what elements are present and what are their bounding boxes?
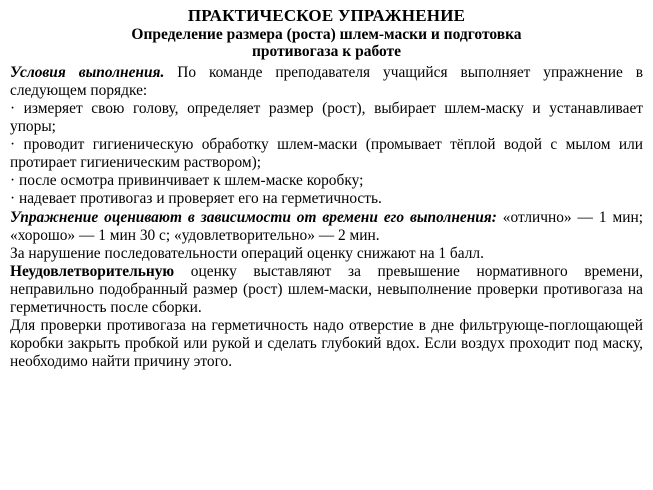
- paragraph-lead: Условия выполнения.: [10, 63, 165, 81]
- paragraph-text: · измеряет свою голову, определяет размер (рост), выбирает шлем-маску и устанавливает упоры;: [10, 99, 643, 136]
- paragraph-leak-check: [10, 317, 643, 371]
- paragraph-text: «отлично» — 1 мин; «хорошо» — 1 мин 30 с; «удовлетворительно» — 2 мин.: [10, 208, 643, 244]
- paragraph-lead: Неудовлетворительную: [10, 262, 175, 280]
- paragraph-lead: Упражнение оценивают в зависимости от времени его выполнения:: [10, 208, 497, 226]
- paragraph-text: · проводит гигиеническую обработку шлем-маски (промывает тёплой водой с мылом или протирает гигиеническим раствором);: [10, 136, 643, 172]
- paragraph-text: · надевает противогаз и проверяет его на герметичность.: [10, 190, 382, 208]
- paragraph-step-3: [10, 172, 643, 190]
- paragraph-step-4: [10, 190, 643, 208]
- paragraph-conditions: [10, 64, 643, 100]
- document-body: [10, 64, 643, 372]
- page-title: ПРАКТИЧЕСКОЕ УПРАЖНЕНИЕ: [187, 6, 466, 25]
- paragraph-grading-criteria: [10, 209, 643, 245]
- paragraph-penalty: [10, 245, 643, 263]
- paragraph-step-1: [10, 100, 643, 136]
- paragraph-unsatisfactory: [10, 263, 643, 317]
- page-subtitle-line-1: Определение размера (роста) шлем-маски и подготовка: [131, 26, 522, 44]
- paragraph-step-2: [10, 136, 643, 172]
- page-subtitle-line-2: противогаза к работе: [251, 43, 402, 61]
- paragraph-text: За нарушение последовательности операций оценку снижают на 1 балл.: [10, 244, 484, 262]
- paragraph-text: оценку выставляют за превышение нормативного времени, неправильно подобранный размер (рост) шлем-маски, невыполнение проверки противогаза на герметичность после сборки.: [10, 262, 643, 316]
- paragraph-text: Для проверки противогаза на герметичность надо отверстие в дне фильтрующе-поглощающей коробки закрыть пробкой или рукой и сделать глубокий вдох. Если воздух проходит под маску, необходимо найти причину этого.: [10, 317, 643, 371]
- paragraph-text: По команде преподавателя учащийся выполняет упражнение в следующем порядке:: [10, 63, 643, 99]
- paragraph-text: · после осмотра привинчивает к шлем-маске коробку;: [10, 172, 364, 190]
